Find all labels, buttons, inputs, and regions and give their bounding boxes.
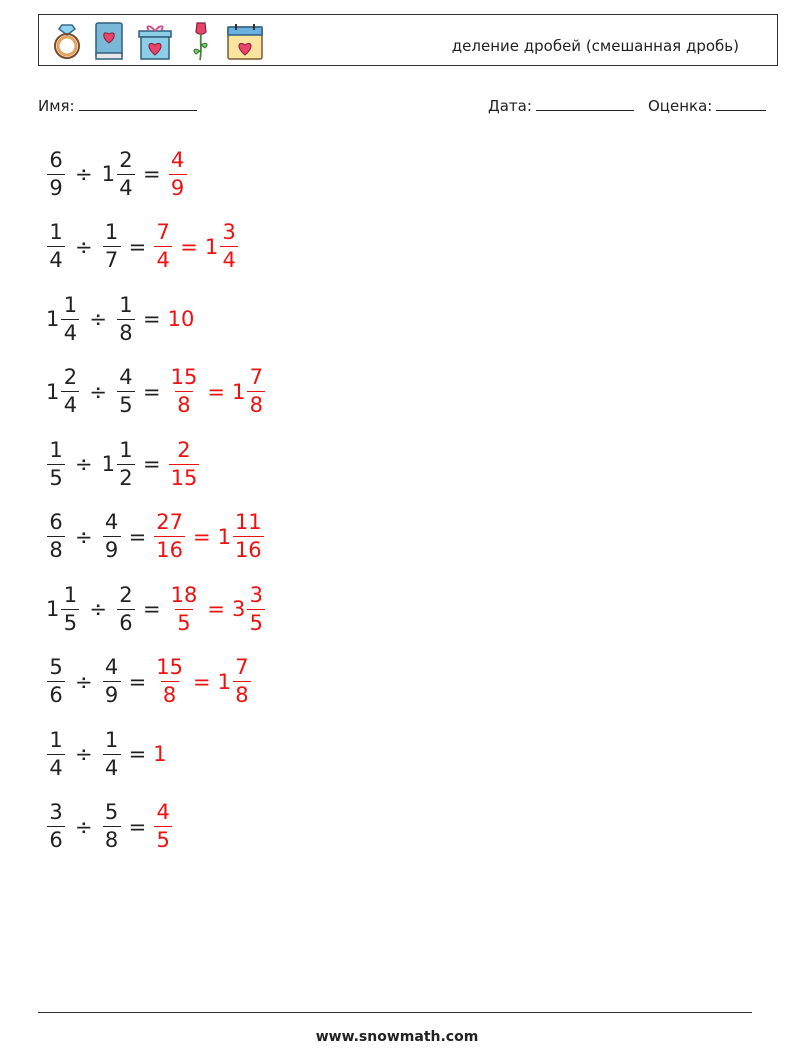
numerator: 1 [63,582,78,607]
divisor [116,367,136,416]
numerator: 27 [156,510,183,534]
denominator: 4 [220,246,238,271]
worksheet-title: деление дробей (смешанная дробь) [451,37,739,55]
numerator: 7 [235,655,249,679]
fraction [117,147,135,200]
numerator: 4 [156,800,170,824]
dividend [46,147,66,200]
problem-row [46,507,265,567]
fraction [154,512,185,561]
answer-mixed-number [205,222,239,271]
answer-fraction [168,437,201,490]
whole-number: 1 [231,379,246,404]
numerator: 1 [49,437,63,462]
denominator: 4 [61,319,79,344]
divide-sign: ÷ [89,307,107,331]
dividend [46,292,80,345]
numerator: 6 [49,510,63,534]
equals-sign: = [142,379,161,404]
fraction [103,222,121,271]
denominator: 15 [170,465,198,490]
fraction [154,657,185,706]
answer [153,222,239,271]
rose-icon [179,19,223,63]
numerator: 2 [119,582,133,607]
numerator: 4 [170,147,185,172]
answer-equals-sign: = [207,597,225,621]
fraction [47,512,65,561]
answer-fraction [153,657,186,706]
divide-sign: ÷ [75,669,93,694]
denominator: 5 [47,464,65,489]
problem-row [46,217,239,277]
denominator: 8 [103,826,121,851]
fraction [154,222,172,271]
fraction [169,582,200,635]
divide-sign: ÷ [75,524,93,549]
equals-sign: = [128,814,147,839]
denominator: 4 [47,246,65,271]
whole-number: 1 [101,452,115,476]
numerator: 4 [104,655,119,679]
numerator: 3 [249,582,263,607]
denominator: 4 [103,754,121,779]
denominator: 8 [117,319,135,344]
problem-row [46,144,188,204]
whole-number: 1 [46,597,60,621]
equals-sign: = [128,669,147,694]
fraction [61,292,79,345]
equals-sign: = [142,307,161,331]
numerator: 11 [234,510,262,534]
denominator: 8 [47,536,65,561]
problem-row [46,797,173,857]
denominator: 5 [175,609,193,634]
dividend [46,657,66,706]
equals-sign: = [142,452,161,476]
worksheet-header [38,14,778,66]
numerator: 5 [49,655,63,679]
answer-fraction [153,222,173,271]
fraction [47,437,65,490]
heart-gift-icon [133,19,177,63]
answer [168,307,195,331]
divisor [102,727,122,780]
divisor [116,292,136,345]
denominator: 9 [169,174,187,199]
equals-sign: = [128,742,147,766]
divide-sign: ÷ [75,162,93,186]
numerator: 15 [170,365,198,389]
whole-number: 1 [46,379,60,404]
divide-sign: ÷ [89,379,107,404]
equals-sign: = [142,162,161,186]
denominator: 6 [117,609,135,634]
numerator: 18 [170,582,198,607]
fraction [47,222,65,271]
answer-mixed-number [218,512,265,561]
dividend [46,802,66,851]
denominator: 8 [233,681,251,706]
divide-sign: ÷ [75,814,93,839]
divide-sign: ÷ [75,452,93,476]
name-line[interactable] [79,95,197,111]
answer-equals-sign: = [180,234,198,259]
numerator: 4 [104,510,119,534]
fraction [154,802,172,851]
divide-sign: ÷ [89,597,107,621]
answer [153,512,264,561]
whole-number: 1 [46,307,60,331]
whole-number: 3 [231,597,246,621]
numerator: 4 [119,365,133,389]
denominator: 6 [47,826,65,851]
denominator: 4 [61,391,79,416]
numerator: 15 [156,655,183,679]
denominator: 8 [175,391,193,416]
fraction [103,802,121,851]
numerator: 6 [49,147,63,172]
answer-fraction [153,802,173,851]
name-label: Имя: [38,97,75,115]
denominator: 7 [103,246,121,271]
answer [153,657,252,706]
numerator: 3 [49,800,63,824]
divisor [102,512,122,561]
fraction [47,802,65,851]
numerator: 1 [49,220,63,244]
divisor [102,657,122,706]
problem-row [46,362,266,422]
answer-fraction [168,367,201,416]
answer-equals-sign: = [192,669,211,694]
date-label: Дата: [488,97,532,115]
equals-sign: = [128,234,147,259]
fraction [117,437,135,490]
name-field [38,95,197,115]
denominator: 4 [154,246,172,271]
fraction [220,222,238,271]
denominator: 5 [61,609,79,634]
grade-line[interactable] [716,95,766,111]
answer-equals-sign: = [192,524,211,549]
denominator: 6 [47,681,65,706]
answer [168,437,201,490]
answer-whole: 1 [153,742,167,766]
divisor [102,802,122,851]
fraction [247,367,265,416]
answer-equals-sign: = [207,379,225,404]
denominator: 4 [47,754,65,779]
fraction [233,512,264,561]
fraction [47,727,65,780]
denominator: 2 [117,464,135,489]
fraction [61,582,79,635]
dividend [46,367,80,416]
numerator: 2 [177,437,191,462]
grade-label: Оценка: [648,97,713,115]
fraction [117,582,135,635]
dividend [46,512,66,561]
numerator: 1 [63,292,78,317]
footer-divider [38,1012,752,1013]
fraction [103,512,121,561]
equals-sign: = [128,524,147,549]
divisor [102,222,122,271]
fraction [47,147,65,200]
fraction [169,437,200,490]
divisor [101,147,136,200]
heart-calendar-icon [223,19,267,63]
numerator: 1 [104,220,119,244]
denominator: 5 [154,826,172,851]
dividend [46,437,66,490]
numerator: 7 [249,365,263,389]
denominator: 8 [247,391,265,416]
heart-book-icon [87,19,131,63]
date-field [488,95,634,115]
fraction [117,367,135,416]
fraction [169,147,187,200]
denominator: 9 [103,536,121,561]
numerator: 5 [104,800,119,824]
fraction [103,727,121,780]
fraction [233,657,251,706]
problem-row [46,652,252,712]
whole-number: 1 [217,524,231,549]
divide-sign: ÷ [75,234,93,259]
answer-fraction [168,582,201,635]
numerator: 3 [222,220,236,244]
fraction [117,292,135,345]
answer [168,147,188,200]
fraction [61,367,79,416]
whole-number: 1 [101,162,115,186]
answer [153,742,166,766]
denominator: 9 [47,174,65,199]
answer [168,582,267,635]
answer-mixed-number [231,582,266,635]
problem-row [46,434,200,494]
fraction [103,657,121,706]
denominator: 16 [234,538,262,562]
fraction [247,582,265,635]
numerator: 1 [104,727,119,752]
numerator: 2 [119,147,133,172]
numerator: 1 [119,292,133,317]
divide-sign: ÷ [75,742,93,766]
answer-mixed-number [232,367,266,416]
denominator: 4 [117,174,135,199]
answer-whole: 10 [167,307,195,331]
date-line[interactable] [536,95,634,111]
answer-mixed-number [218,657,252,706]
dividend [46,222,66,271]
numerator: 2 [63,365,78,389]
problem-row [46,579,266,639]
problem-row [46,724,167,784]
answer [168,367,267,416]
divisor [116,582,136,635]
footer-url: www.snowmath.com [315,1029,479,1045]
numerator: 1 [49,727,63,752]
numerator: 7 [156,220,170,244]
problem-row [46,289,194,349]
whole-number: 1 [217,669,231,694]
numerator: 1 [119,437,133,462]
denominator: 5 [117,391,135,416]
grade-field [648,95,766,115]
ring-icon [45,19,89,63]
whole-number: 1 [204,234,219,259]
denominator: 8 [161,681,179,706]
answer-fraction [168,147,188,200]
dividend [46,582,80,635]
divisor [101,437,136,490]
answer [153,802,173,851]
fraction [169,367,200,416]
answer-fraction [153,512,186,561]
denominator: 5 [247,609,265,634]
denominator: 16 [156,538,183,562]
equals-sign: = [142,597,161,621]
fraction [47,657,65,706]
denominator: 9 [103,681,121,706]
dividend [46,727,66,780]
